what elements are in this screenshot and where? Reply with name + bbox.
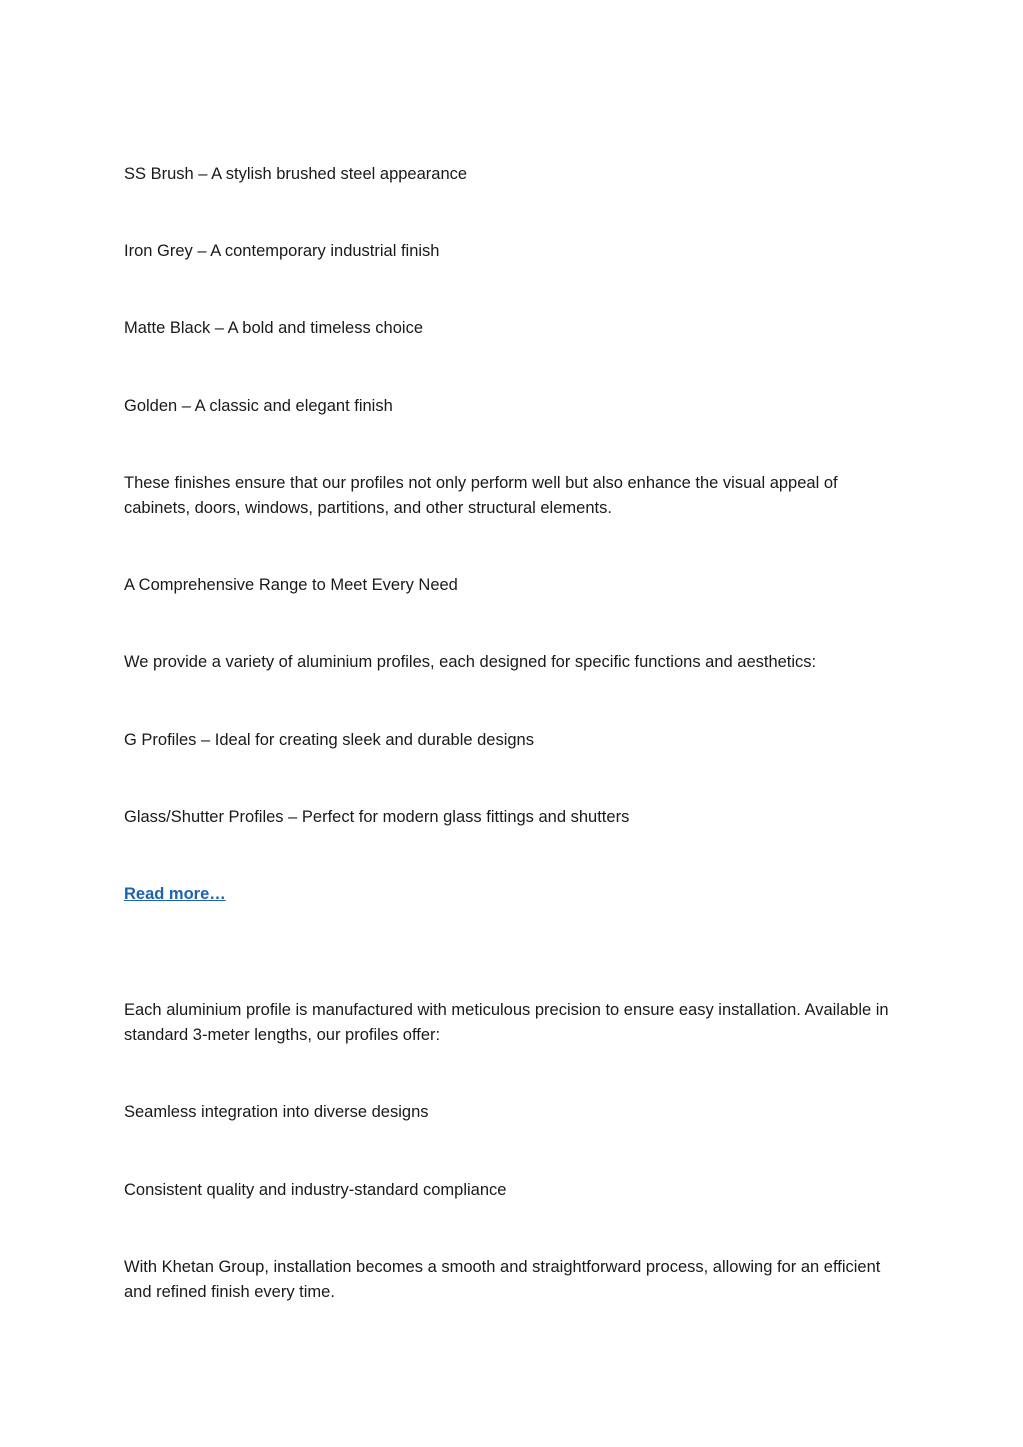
range-intro-paragraph: We provide a variety of aluminium profiles, each designed for specific functions and aesthetics: (124, 653, 817, 671)
closing-paragraph: With Khetan Group, installation becomes a smooth and straightforward process, allowing for an efficient and refined finish every time. (124, 1258, 881, 1301)
installation-paragraph: Each aluminium profile is manufactured with meticulous precision to ensure easy installation. Available in standard 3-meter lengths, our profiles offer: (124, 1001, 889, 1044)
finish-item-ss-brush: SS Brush – A stylish brushed steel appearance (124, 165, 468, 183)
finish-item-matte-black: Matte Black – A bold and timeless choice (124, 319, 423, 337)
finishes-summary-paragraph: These finishes ensure that our profiles not only perform well but also enhance the visual appeal of cabinets, doors, windows, partitions, and other structural elements. (124, 474, 838, 517)
read-more-container (124, 882, 894, 907)
finish-item-golden: Golden – A classic and elegant finish (124, 397, 393, 415)
finish-item-iron-grey: Iron Grey – A contemporary industrial finish (124, 242, 440, 260)
profile-item-glass-shutter: Glass/Shutter Profiles – Perfect for modern glass fittings and shutters (124, 808, 630, 826)
benefit-item-integration: Seamless integration into diverse designs (124, 1103, 429, 1121)
profile-item-g-profiles: G Profiles – Ideal for creating sleek and durable designs (124, 731, 534, 749)
read-more-link[interactable]: Read more… (124, 885, 226, 903)
benefit-item-quality: Consistent quality and industry-standard compliance (124, 1181, 507, 1199)
section-heading-range: A Comprehensive Range to Meet Every Need (124, 576, 458, 594)
